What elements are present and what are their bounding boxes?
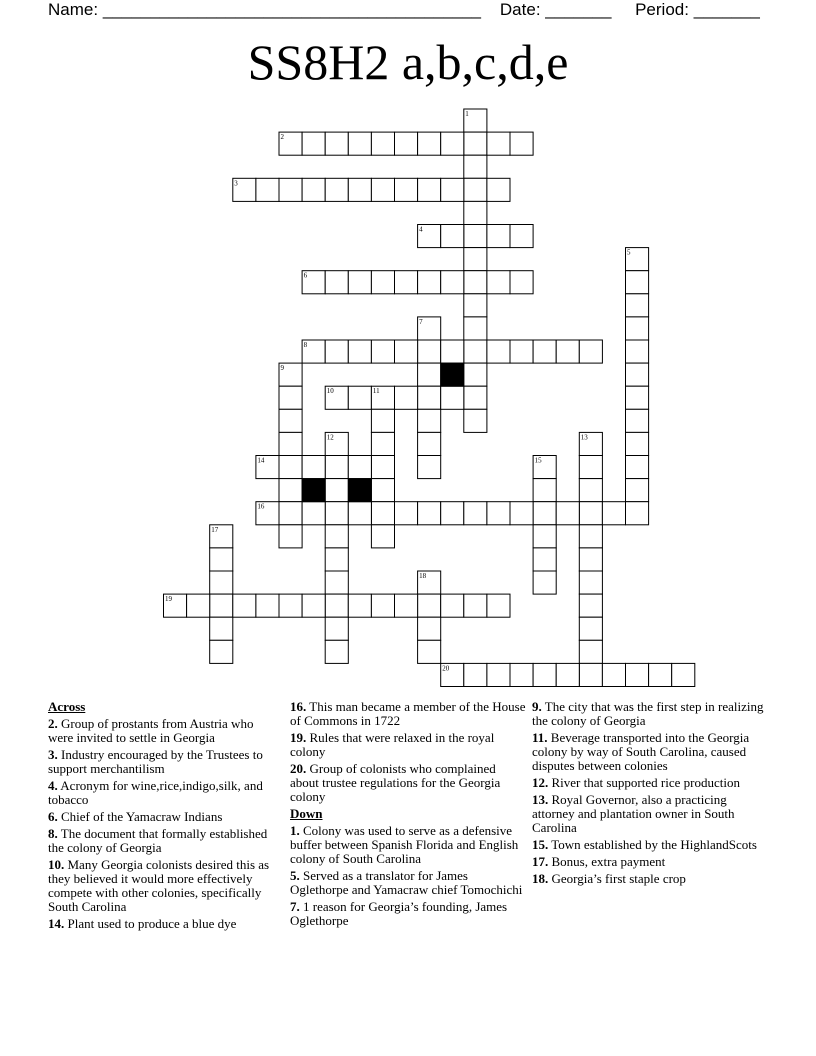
grid-number: 14 — [257, 456, 265, 465]
clue-item — [290, 731, 526, 759]
grid-number: 9 — [280, 364, 284, 373]
grid-cell[interactable] — [325, 525, 348, 548]
grid-cell[interactable] — [533, 571, 556, 594]
clue-number: 20. — [290, 761, 307, 776]
clue-number: 2. — [48, 716, 58, 731]
grid-cell[interactable] — [418, 363, 441, 386]
grid-cell[interactable] — [279, 479, 302, 502]
grid-cell[interactable] — [464, 386, 487, 409]
grid-cell[interactable] — [464, 502, 487, 525]
grid-cell[interactable] — [487, 271, 510, 294]
grid-cell[interactable] — [464, 663, 487, 686]
grid-cell[interactable] — [395, 502, 418, 525]
clue-number: 9. — [532, 699, 542, 714]
grid-cell[interactable] — [441, 132, 464, 155]
grid-cell[interactable] — [325, 617, 348, 640]
grid-number: 20 — [442, 664, 450, 673]
clue-text: Industry encouraged by the Trustees to support merchantilism — [48, 747, 263, 776]
grid-cell[interactable] — [649, 663, 672, 686]
clue-number: 14. — [48, 916, 65, 931]
grid-cell[interactable] — [510, 502, 533, 525]
clue-number: 16. — [290, 699, 307, 714]
clue-number: 19. — [290, 730, 307, 745]
grid-cell[interactable] — [279, 525, 302, 548]
grid-cell[interactable] — [510, 225, 533, 248]
grid-cell[interactable] — [441, 502, 464, 525]
clue-number: 12. — [532, 775, 549, 790]
grid-cell[interactable] — [487, 132, 510, 155]
grid-cell[interactable] — [418, 340, 441, 363]
grid-cell[interactable] — [533, 663, 556, 686]
clue-text: Served as a translator for James Oglethorpe and Yamacraw chief Tomochichi — [290, 868, 523, 897]
grid-cell[interactable] — [279, 456, 302, 479]
clue-item — [48, 917, 280, 931]
grid-cell[interactable] — [325, 132, 348, 155]
clue-text: The document that formally established the colony of Georgia — [48, 826, 268, 855]
grid-cell[interactable] — [464, 248, 487, 271]
grid-cell[interactable] — [371, 432, 394, 455]
clue-number: 10. — [48, 857, 65, 872]
grid-cell[interactable] — [672, 663, 695, 686]
clue-item — [532, 731, 768, 773]
grid-cell[interactable] — [325, 178, 348, 201]
grid-cell[interactable] — [626, 340, 649, 363]
grid-cell[interactable] — [579, 663, 602, 686]
grid-cell[interactable] — [325, 594, 348, 617]
clue-item — [48, 748, 280, 776]
grid-number: 5 — [627, 248, 631, 257]
grid-cell[interactable] — [348, 456, 371, 479]
clue-number: 7. — [290, 899, 300, 914]
grid-cell[interactable] — [371, 132, 394, 155]
grid-cell[interactable] — [556, 502, 579, 525]
clue-text: Acronym for wine,rice,indigo,silk, and tobacco — [48, 778, 263, 807]
clue-item — [532, 793, 768, 835]
clue-item — [48, 827, 280, 855]
grid-cell[interactable] — [256, 594, 279, 617]
grid-cell[interactable] — [579, 502, 602, 525]
grid-cell[interactable] — [371, 479, 394, 502]
grid-cell[interactable] — [302, 132, 325, 155]
clue-item — [290, 869, 526, 897]
grid-cell[interactable] — [510, 132, 533, 155]
grid-cell[interactable] — [464, 294, 487, 317]
clue-column-1 — [48, 700, 280, 934]
grid-cell[interactable] — [441, 271, 464, 294]
clue-text: Town established by the HighlandScots — [548, 837, 757, 852]
clue-item — [290, 700, 526, 728]
clue-number: 5. — [290, 868, 300, 883]
grid-block — [302, 479, 325, 502]
grid-cell[interactable] — [626, 271, 649, 294]
clue-text: Royal Governor, also a practicing attorney and plantation owner in South Carolina — [532, 792, 735, 835]
grid-cell[interactable] — [348, 340, 371, 363]
grid-cell[interactable] — [371, 178, 394, 201]
grid-cell[interactable] — [279, 594, 302, 617]
grid-cell[interactable] — [579, 617, 602, 640]
grid-number: 15 — [534, 456, 542, 465]
down-clues-list-1 — [290, 824, 526, 928]
clue-text: Beverage transported into the Georgia colony by way of South Carolina, caused disputes between colonies — [532, 730, 750, 773]
clue-text: The city that was the first step in realizing the colony of Georgia — [532, 699, 764, 728]
grid-cell[interactable] — [533, 548, 556, 571]
clue-text: Plant used to produce a blue dye — [64, 916, 237, 931]
grid-cell[interactable] — [579, 594, 602, 617]
clue-number: 6. — [48, 809, 58, 824]
clue-text: Colony was used to serve as a defensive buffer between Spanish Florida and English colony of South Carolina — [290, 823, 519, 866]
clue-item — [532, 700, 768, 728]
grid-cell[interactable] — [602, 663, 625, 686]
grid-cell[interactable] — [279, 502, 302, 525]
page-title: SS8H2 a,b,c,d,e — [247, 34, 569, 90]
grid-cell[interactable] — [210, 617, 233, 640]
grid-cell[interactable] — [418, 409, 441, 432]
grid-cell[interactable] — [395, 386, 418, 409]
grid-cell[interactable] — [302, 594, 325, 617]
grid-cell[interactable] — [464, 594, 487, 617]
grid-cell[interactable] — [464, 409, 487, 432]
clue-item — [48, 717, 280, 745]
grid-number: 2 — [280, 133, 284, 142]
grid-cell[interactable] — [510, 663, 533, 686]
period-blank[interactable]: _______ — [693, 0, 760, 19]
clue-item — [290, 824, 526, 866]
clue-number: 3. — [48, 747, 58, 762]
clue-number: 11. — [532, 730, 548, 745]
grid-cell[interactable] — [441, 178, 464, 201]
grid-number: 13 — [580, 433, 588, 442]
grid-cell[interactable] — [256, 178, 279, 201]
grid-cell[interactable] — [626, 363, 649, 386]
grid-cell[interactable] — [325, 271, 348, 294]
grid-cell[interactable] — [233, 594, 256, 617]
grid-cell[interactable] — [210, 571, 233, 594]
grid-cell[interactable] — [487, 502, 510, 525]
clue-item — [290, 900, 526, 928]
grid-cell[interactable] — [579, 340, 602, 363]
grid-cell[interactable] — [187, 594, 210, 617]
grid-cell[interactable] — [418, 640, 441, 663]
grid-cell[interactable] — [348, 178, 371, 201]
grid-cell[interactable] — [348, 386, 371, 409]
grid-cell[interactable] — [325, 548, 348, 571]
across-heading: Across — [48, 699, 86, 714]
clue-number: 15. — [532, 837, 549, 852]
grid-cell[interactable] — [348, 132, 371, 155]
grid-cell[interactable] — [279, 432, 302, 455]
clue-item — [532, 838, 768, 852]
grid-number: 17 — [211, 525, 219, 534]
grid-cell[interactable] — [626, 502, 649, 525]
grid-number: 7 — [419, 317, 423, 326]
date-label: Date: — [499, 0, 541, 19]
grid-cell[interactable] — [626, 294, 649, 317]
clue-number: 17. — [532, 854, 549, 869]
grid-cell[interactable] — [371, 525, 394, 548]
grid-cell[interactable] — [487, 340, 510, 363]
clue-text: Bonus, extra payment — [548, 854, 666, 869]
grid-number: 3 — [234, 179, 238, 188]
grid-cell[interactable] — [579, 571, 602, 594]
clue-text: This man became a member of the House of Commons in 1722 — [290, 699, 526, 728]
clue-item — [290, 762, 526, 804]
grid-cell[interactable] — [348, 502, 371, 525]
clue-number: 18. — [532, 871, 549, 886]
grid-cell[interactable] — [626, 317, 649, 340]
grid-cell[interactable] — [418, 502, 441, 525]
grid-cell[interactable] — [556, 340, 579, 363]
grid-cell[interactable] — [325, 340, 348, 363]
grid-number: 18 — [419, 572, 427, 580]
clue-text: 1 reason for Georgia’s founding, James Oglethorpe — [290, 899, 508, 928]
period-label: Period: — [635, 0, 689, 19]
grid-number: 16 — [257, 502, 265, 511]
grid-cell[interactable] — [464, 178, 487, 201]
down-clues-list-2 — [532, 700, 768, 886]
grid-cell[interactable] — [279, 386, 302, 409]
grid-cell[interactable] — [371, 456, 394, 479]
grid-cell[interactable] — [579, 525, 602, 548]
grid-cell[interactable] — [510, 271, 533, 294]
grid-number: 19 — [165, 595, 172, 604]
grid-cell[interactable] — [210, 548, 233, 571]
clue-column-3 — [532, 700, 768, 889]
grid-cell[interactable] — [325, 502, 348, 525]
grid-cell[interactable] — [487, 178, 510, 201]
clue-number: 8. — [48, 826, 58, 841]
grid-cell[interactable] — [464, 340, 487, 363]
grid-cell[interactable] — [626, 456, 649, 479]
grid-cell[interactable] — [418, 178, 441, 201]
date-blank[interactable]: _______ — [545, 0, 612, 19]
grid-cell[interactable] — [579, 548, 602, 571]
grid-cell[interactable] — [395, 178, 418, 201]
across-clues-list-2 — [290, 700, 526, 804]
grid-cell[interactable] — [348, 271, 371, 294]
grid-cell[interactable] — [371, 271, 394, 294]
grid-cell[interactable] — [533, 502, 556, 525]
grid-cell[interactable] — [487, 594, 510, 617]
clue-number: 13. — [532, 792, 549, 807]
clue-item — [532, 855, 768, 869]
grid-cell[interactable] — [418, 617, 441, 640]
clue-item — [532, 872, 768, 886]
grid-cell[interactable] — [441, 386, 464, 409]
across-clues-list-1 — [48, 717, 280, 931]
grid-number: 10 — [326, 387, 334, 396]
clue-item — [48, 858, 280, 914]
grid-cell[interactable] — [626, 663, 649, 686]
grid-cell[interactable] — [371, 502, 394, 525]
grid-cell[interactable] — [371, 594, 394, 617]
grid-cell[interactable] — [325, 640, 348, 663]
clue-text: Many Georgia colonists desired this as they believed it would more effectively compete with other colonies, specifically South Carolina — [48, 857, 270, 914]
grid-block — [348, 479, 371, 502]
grid-cell[interactable] — [395, 271, 418, 294]
grid-cell[interactable] — [579, 479, 602, 502]
grid-number: 12 — [326, 433, 334, 442]
grid-cell[interactable] — [395, 132, 418, 155]
grid-cell[interactable] — [626, 386, 649, 409]
grid-number: 11 — [372, 387, 380, 396]
grid-cell[interactable] — [371, 409, 394, 432]
grid-cell[interactable] — [418, 386, 441, 409]
grid-cell[interactable] — [533, 340, 556, 363]
grid-cell[interactable] — [371, 340, 394, 363]
grid-cell[interactable] — [325, 479, 348, 502]
grid-cell[interactable] — [579, 640, 602, 663]
clue-text: Georgia’s first staple crop — [548, 871, 686, 886]
grid-cell[interactable] — [395, 594, 418, 617]
grid-cell[interactable] — [302, 502, 325, 525]
name-blank[interactable]: ________________________________________ — [102, 0, 481, 19]
grid-cell[interactable] — [464, 155, 487, 178]
grid-cell[interactable] — [464, 225, 487, 248]
grid-cell[interactable] — [464, 132, 487, 155]
grid-cell[interactable] — [302, 456, 325, 479]
grid-cell[interactable] — [210, 594, 233, 617]
clue-text: Group of prostants from Austria who were invited to settle in Georgia — [48, 716, 254, 745]
grid-cell[interactable] — [487, 663, 510, 686]
clue-item — [48, 810, 280, 824]
grid-cell[interactable] — [279, 409, 302, 432]
grid-cell[interactable] — [441, 225, 464, 248]
grid-number: 8 — [303, 341, 308, 349]
clue-text: Chief of the Yamacraw Indians — [57, 809, 223, 824]
grid-cell[interactable] — [487, 225, 510, 248]
clue-text: Group of colonists who complained about trustee regulations for the Georgia colony — [290, 761, 501, 804]
grid-cell[interactable] — [210, 640, 233, 663]
grid-number: 1 — [465, 110, 469, 118]
grid-cell[interactable] — [626, 432, 649, 455]
clue-item — [48, 779, 280, 807]
grid-cell[interactable] — [556, 663, 579, 686]
clue-column-2 — [290, 700, 526, 931]
grid-cell[interactable] — [279, 178, 302, 201]
clue-text: Rules that were relaxed in the royal colony — [290, 730, 495, 759]
grid-cell[interactable] — [510, 340, 533, 363]
grid-block — [441, 363, 464, 386]
clue-number: 1. — [290, 823, 300, 838]
grid-cell[interactable] — [464, 363, 487, 386]
grid-cell[interactable] — [464, 271, 487, 294]
grid-cell[interactable] — [464, 317, 487, 340]
grid-cell[interactable] — [418, 456, 441, 479]
grid-cell[interactable] — [464, 201, 487, 224]
name-label: Name: — [48, 0, 99, 19]
grid-cell[interactable] — [348, 594, 371, 617]
clue-number: 4. — [48, 778, 58, 793]
grid-cell[interactable] — [395, 340, 418, 363]
grid-cell[interactable] — [533, 525, 556, 548]
grid-number: 4 — [419, 225, 423, 234]
grid-cell[interactable] — [602, 502, 625, 525]
grid-cell[interactable] — [418, 594, 441, 617]
grid-cell[interactable] — [626, 479, 649, 502]
grid-cell[interactable] — [533, 479, 556, 502]
clue-item — [532, 776, 768, 790]
grid-cell[interactable] — [626, 409, 649, 432]
grid-cell[interactable] — [302, 178, 325, 201]
grid-cell[interactable] — [579, 456, 602, 479]
grid-cell[interactable] — [418, 271, 441, 294]
clue-text: River that supported rice production — [548, 775, 740, 790]
grid-cell[interactable] — [441, 340, 464, 363]
grid-cell[interactable] — [325, 456, 348, 479]
grid-cell[interactable] — [325, 571, 348, 594]
grid-cell[interactable] — [441, 594, 464, 617]
grid-number: 6 — [303, 271, 308, 280]
grid-cell[interactable] — [418, 432, 441, 455]
down-heading: Down — [290, 806, 323, 821]
grid-cell[interactable] — [418, 132, 441, 155]
